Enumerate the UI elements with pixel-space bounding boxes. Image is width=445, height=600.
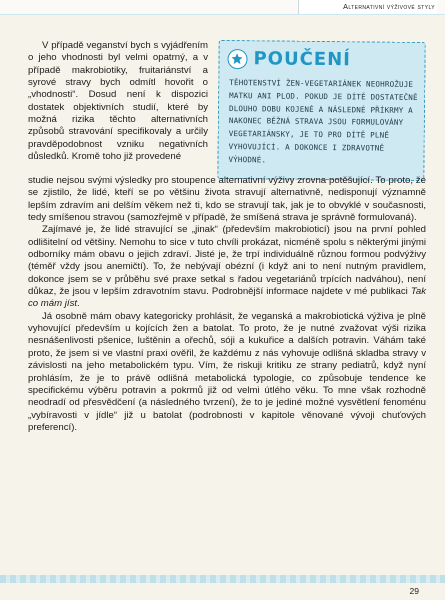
info-box-text: TĚHOTENSTVÍ ŽEN-VEGETARIÁNEK NEOHROŽUJE MATKU ANI PLOD. POKUD JE DÍTĚ DOSTATEČNĚ DLOUHO DOBU KOJENÉ A NÁSLEDNÉ PŘÍKRMY A NAKONEC BĚŽNÁ STRAVA JSOU FORMULOVÁNY VEGETARIÁNSKY, JE TO PRO DÍTĚ PLNĚ VYHOVUJÍCÍ. A DOKONCE I ZDRAVOTNĚ VÝHODNÉ. <box>228 78 418 165</box>
main-text <box>28 175 426 434</box>
star-icon <box>227 49 247 69</box>
footer-decoration <box>0 575 445 583</box>
paragraph-2-text: Zajímavé je, že lidé stravující se „jinak“ (především makrobioticí) jsou na první pohled odlišitelní od většiny. Nemohu to sice v tuto chvíli prokázat, nicméně spolu s některými jinými odborníky mám obavu o jejich zdraví. Jisté je, že trpí individuálně různou formou podvýživy (téměř vždy jsou anemičtí). To, že nebývají obézní (i když ani to není nutným pravidlem, dokonce jsem se v průběhu své praxe setkal s řadou vegetariánů trpících nadváhou), není důkaz, že jsou v lepším zdravotním stavu. Podrobnější informace najdete v mé publikaci <box>28 224 426 298</box>
intro-continuation: studie nejsou svými výsledky pro stoupence alternativní výživy zrovna potěšující. To proto, že se zjistilo, že lidé, kteří se po většinu života stravují alternativně, nedisponují významně lepším zdravím ani delším věkem než ti, kdo se stravují tak, jak je to obvyklé v současnosti, tedy smíšenou stravou (samozřejmě v případě, že smíšená strava je správně formulovaná). <box>28 175 426 224</box>
info-box <box>217 40 425 181</box>
intro-paragraph: V případě veganství bych s vyjádřením o jeho vhodnosti byl velmi opatrný, a v případě makrobiotiky, fruitariánství a syrové stravy bych odmítl hovořit o „vhodnosti“. Dosud není k dispozici dostatek objektivních studií, které by možná rizika těchto alternativních způsobů stravování specifikovaly a určily pravděpodobnost vzniku negativních důsledků. Kromě toho již provedené <box>28 40 208 163</box>
running-header <box>0 0 445 15</box>
info-box-title: POUČENÍ <box>253 48 352 71</box>
paragraph-2 <box>28 224 426 310</box>
paragraph-2-end: . <box>77 298 80 310</box>
chapter-title: Alternativní výživové styly <box>343 2 435 11</box>
paragraph-3: Já osobně mám obavy kategoricky prohlásit, že veganská a makrobiotická výživa je plně vyhovující především u kojících žen a batolat. To proto, že je nutné zvažovat výši rizika nesnášenlivosti pšenice, luštěnin a ořechů, sóji a kukuřice a dalších potravin. Váhám také proto, že jsem si ve vlastní praxi ověřil, že každému z nás vyhovuje odlišná skladba stravy v závislosti na jeho metabolickém typu. Vím, že riskuji kritiku ze strany pediatrů, když nyní prohlásím, že je to právě odlišná metabolická typologie, co způsobuje tendence ke specifickému výběru potravin a pokrmů již od velmi útlého věku. To mne však rozhodně neodradí od přesvědčení (a následného tvrzení), že to je jediné možné vysvětlení fenoménu „vybíravosti v jídle“ již u batolat (podrobnosti v kapitole věnované vývoji chuťových preferencí). <box>28 310 426 433</box>
page-number: 29 <box>409 586 419 596</box>
intro-column <box>28 40 208 163</box>
book-title: Tak co mám jíst <box>28 286 426 310</box>
